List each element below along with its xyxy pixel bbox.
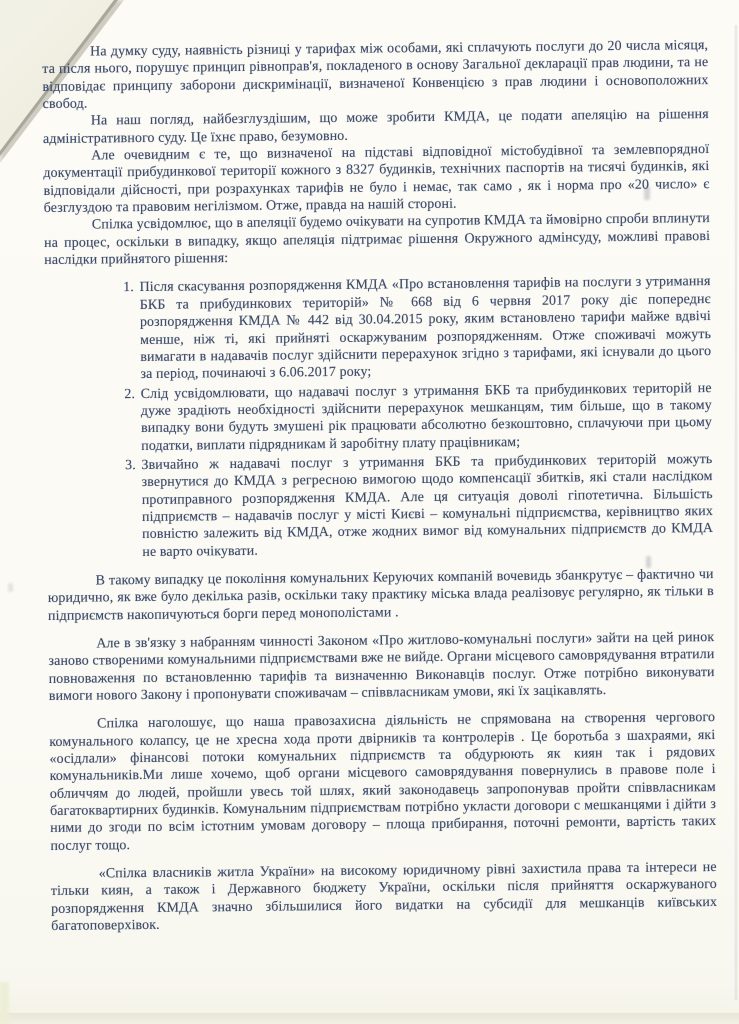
paragraph-court-opinion: На думку суду, наявність різниці у тарифах між особами, які сплачують послуги до 20 числа місяця, та після нього, порушує принцип рівноправ'я, покладеного в основу Загальної декларації прав людини, та не відповідає принципу заборони дискримінації, визначеної Конвенцією з прав людини і основоположних свобод.: [42, 38, 709, 113]
paragraph-union-expectation: Спілка усвідомлює, що в апеляції будемо очікувати на супротив КМДА та ймовірно спроби вплинути на процес, оскільки в випадку, якщо апеляція підтримає рішення Окружного адмінсуду, можливі правові наслідки прийнятого рішення:: [44, 211, 711, 269]
list-item: 2. Слід усвідомлювати, що надавачі послуг з утримання БКБ та прибудинкових територій не дуже зрадіють необхідності здійснити перерахунок мешканцям, тим більше, що в такому випадку вони будуть змушені рік працювати абсолютно безкоштовно, сплачуючи при цьому податки, виплати підрядникам й заробітну плату працівникам;: [139, 380, 713, 455]
paragraph-appeal-opinion: На наш погляд, найбезглуздішим, що може зробити КМДА, це подати апеляцію на рішення адміністративного суду. Це їхнє право, безумовно.: [42, 107, 709, 147]
paragraph-new-law: Але в зв'язку з набранням чинності Законом «Про житлово-комунальні послуги» зайти на цей ринок заново створеними комунальними підприємствами вже не вийде. Органи місцевого самоврядування втратили повноваження по встановленню тарифів та визначенню Виконавців послуг. Отже потрібно виконувати вимоги нового Закону і пропонувати споживачам – співвласникам умови, які їх зацікавлять.: [48, 629, 715, 704]
consequences-list: [44, 273, 713, 561]
paragraph-bankruptcy: В такому випадку це покоління комунальних Керуючих компаній вочевидь збанкрутує – фактично чи юридично, як вже було декілька разів, оскільки таку практику міська влада реалізовує регулярно, як тільки в підприємств накопичуються борги перед монополістами .: [47, 566, 714, 624]
list-item: 1. Після скасування розпорядження КМДА «Про встановлення тарифів на послуги з утримання БКБ та прибудинкових територій» № 668 від 6 червня 2017 року діє попереднє розпорядження КМДА № 442 від 30.04.2015 року, яким встановлено тарифи майже вдвічі менше, ніж ті, які прийняті оскаржуваним розпорядженням. Отже споживачі можуть вимагати в надавачів послуг здійснити перерахунок згідно з тарифами, які існували до цього за період, починаючі з 6.06.2017 року;: [137, 273, 711, 383]
document-text-block: [42, 37, 717, 935]
page-right-edge-line: [735, 25, 737, 1000]
paragraph-documentation-argument: Але очевидним є те, що визначеної на підставі відповідної містобудівної та землевпорядної документації прибудинкової території кожного з 8327 будинків, технічних паспортів на тисячі будинків, які відповідали дійсності, при розрахунках тарифів не було і немає, так само , як і норма про «20 число» є безглуздою та правовим негілізмом. Отже, правда на нашій стороні.: [43, 142, 710, 217]
list-item: 3. Звичайно ж надавачі послуг з утримання БКБ та прибудинкових територій можуть звернутися до КМДА з регресною вимогою щодо компенсації збитків, які стали наслідком протиправного розпорядження КМДА. Але ця ситуація доволі гіпотетична. Більшість підприємств – надавачів послуг у місті Києві – комунальні підприємства, керівництво яких повністю залежить від КМДА, отже жодних вимог від комунальних підприємств до КМДА не варто очікувати.: [139, 451, 713, 561]
paragraph-union-statement: Спілка наголошує, що наша правозахисна діяльність не спрямована на створення чергового комунального колапсу, це не хресна хода проти двірників та контролерів . Це боротьба з шахраями, які «осідлали» фінансові потоки комунальних підприємств та обдурюють як киян так і рядових комунальників.Ми лише хочемо, щоб органи місцевого самоврядування повернулись в правове поле і обличчям до людей, пройшли увесь той шлях, який законодавець запропонував пройти співвласникам багатоквартирних будинків. Комунальним підприємствам потрібно укласти договори с мешканцями і дійти з ними до згоди по всім істотним умовам договору – площа прибирання, поточні ремонти, вартість таких послуг тощо.: [49, 710, 717, 854]
scan-smudge: [8, 583, 13, 592]
page-bottom-edge: [0, 1013, 739, 1024]
paragraph-union-conclusion: «Спілка власників житла України» на високому юридичному рівні захистила права та інтереси не тільки киян, а також і Державного бюджету України, оскільки після прийняття оскаржуваного розпорядження КМДА значно збільшилися його видатки на субсидії для мешканців київських багатоповерхівок.: [50, 860, 718, 935]
page-bottom-left-corner: [0, 982, 9, 1024]
